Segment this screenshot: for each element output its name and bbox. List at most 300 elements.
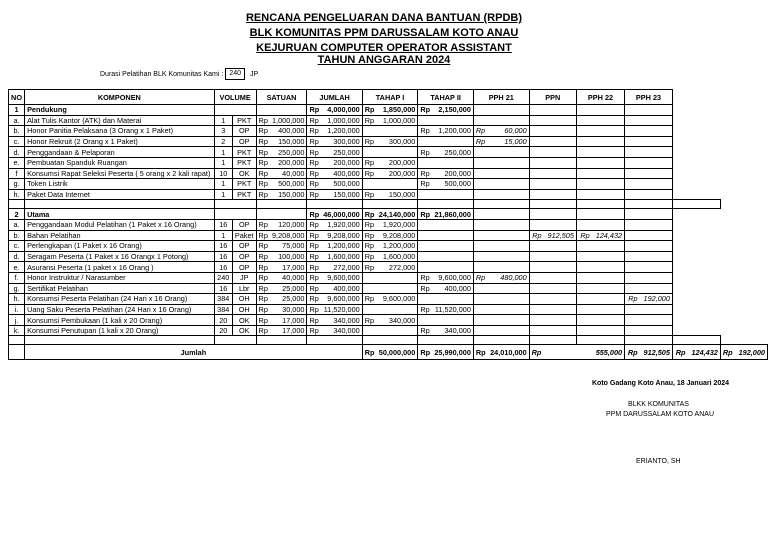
item-name: Paket Data Internet [25, 189, 215, 200]
item-ppn [529, 315, 576, 326]
col-ppn: PPN [529, 90, 576, 105]
item-volume: 16 [214, 283, 232, 294]
item-jumlah: 1,600,000 [321, 251, 362, 262]
item-no: k. [9, 325, 25, 336]
item-pph21-rp [473, 168, 487, 179]
total-pph22-value: 124,432 [691, 347, 718, 357]
table-cell [232, 200, 256, 209]
item-price: 150,000 [270, 189, 307, 200]
item-pph23 [625, 315, 673, 326]
item-pph21-rp: Rp [473, 126, 487, 137]
item-pph21-rp [473, 283, 487, 294]
item-price: 17,000 [270, 325, 307, 336]
item-unit: JP [232, 272, 256, 283]
item-jumlah: 400,000 [321, 168, 362, 179]
table-row [9, 136, 768, 147]
item-pph22-rp: Rp [580, 230, 590, 240]
item-pph21: 15,000 [488, 136, 529, 147]
item-tahap2 [432, 315, 473, 326]
table-cell [625, 200, 673, 209]
item-tahap1-rp: Rp [362, 136, 376, 147]
item-pph21-rp [473, 241, 487, 252]
table-cell [362, 200, 376, 209]
item-unit: Lbr [232, 283, 256, 294]
item-pph21-rp [473, 189, 487, 200]
item-price: 17,000 [270, 315, 307, 326]
table-row [9, 315, 768, 326]
item-pph23 [625, 219, 673, 230]
doc-subtitle-kejuruan: KEJURUAN COMPUTER OPERATOR ASSISTANT [256, 42, 512, 54]
item-jumlah: 250,000 [321, 147, 362, 158]
item-pph21-rp [473, 294, 487, 305]
item-tahap1-rp: Rp [362, 189, 376, 200]
item-ppn [529, 241, 576, 252]
item-pph22 [576, 136, 624, 147]
item-volume: 16 [214, 241, 232, 252]
item-pph21: 60,000 [488, 126, 529, 137]
item-pph22-value: 124,432 [595, 230, 623, 240]
item-price-rp: Rp [256, 251, 270, 262]
item-no: h. [9, 294, 25, 305]
item-name: Honor Panitia Pelaksana (3 Orang x 1 Paket) [25, 126, 215, 137]
item-pph23 [625, 251, 673, 262]
item-ppn [529, 251, 576, 262]
item-jumlah: 500,000 [321, 179, 362, 190]
table-cell [418, 200, 432, 209]
table-cell [625, 336, 673, 345]
item-tahap2 [432, 189, 473, 200]
item-jumlah-rp: Rp [307, 168, 321, 179]
table-row [9, 147, 768, 158]
item-ppn [529, 230, 576, 241]
item-tahap2-rp [418, 115, 432, 126]
item-price-rp: Rp [256, 189, 270, 200]
item-tahap2: 200,000 [432, 168, 473, 179]
durasi-value: 240 [225, 68, 245, 80]
item-price: 1,000,000 [270, 115, 307, 126]
item-no: e. [9, 157, 25, 168]
item-jumlah: 1,000,000 [321, 115, 362, 126]
item-price-rp: Rp [256, 219, 270, 230]
item-tahap2-rp: Rp [418, 147, 432, 158]
table-cell [9, 345, 25, 360]
item-jumlah-rp: Rp [307, 136, 321, 147]
item-pph22 [576, 126, 624, 137]
item-unit: OH [232, 304, 256, 315]
item-pph23 [625, 157, 673, 168]
table-row [9, 219, 768, 230]
item-unit: PKT [232, 157, 256, 168]
item-pph21 [488, 304, 529, 315]
table-row [9, 251, 768, 262]
item-tahap1-rp [362, 272, 376, 283]
item-jumlah-rp: Rp [307, 126, 321, 137]
item-pph22 [576, 219, 624, 230]
item-tahap1-rp: Rp [362, 168, 376, 179]
item-price-rp: Rp [256, 241, 270, 252]
total-pph21-rp: Rp [529, 345, 576, 360]
item-tahap2 [432, 251, 473, 262]
item-tahap1-rp [362, 147, 376, 158]
item-pph22 [576, 251, 624, 262]
item-pph22 [576, 325, 624, 336]
item-unit: OP [232, 219, 256, 230]
item-pph23 [625, 136, 673, 147]
item-jumlah-rp: Rp [307, 272, 321, 283]
item-no: c. [9, 241, 25, 252]
item-name: Alat Tulis Kantor (ATK) dan Materai [25, 115, 215, 126]
table-row [9, 262, 768, 273]
item-tahap1: 272,000 [376, 262, 417, 273]
item-price: 25,000 [270, 283, 307, 294]
item-tahap1: 1,200,000 [376, 241, 417, 252]
item-tahap1: 1,600,000 [376, 251, 417, 262]
item-tahap1: 200,000 [376, 168, 417, 179]
table-cell [625, 105, 673, 116]
item-unit: OP [232, 126, 256, 137]
item-tahap2-rp: Rp [418, 179, 432, 190]
item-pph21-rp [473, 325, 487, 336]
item-pph23 [625, 294, 673, 305]
item-name: Konsumsi Peserta Pelatihan (24 Hari x 16 Orang) [25, 294, 215, 305]
item-volume: 1 [214, 157, 232, 168]
item-tahap2 [432, 157, 473, 168]
item-jumlah: 200,000 [321, 157, 362, 168]
item-ppn [529, 157, 576, 168]
section-jumlah-rp: Rp [307, 209, 321, 220]
item-tahap2-rp: Rp [418, 325, 432, 336]
item-pph21 [488, 315, 529, 326]
section-jumlah: 4,000,000 [321, 105, 362, 116]
item-tahap2 [432, 136, 473, 147]
table-cell [256, 209, 270, 220]
item-no: f. [9, 272, 25, 283]
item-tahap2: 340,000 [432, 325, 473, 336]
item-no: e. [9, 262, 25, 273]
item-tahap1 [376, 272, 417, 283]
item-pph23 [625, 241, 673, 252]
item-name: Konsumsi Rapat Seleksi Peserta ( 5 orang x 2 kali rapat) [25, 168, 215, 179]
item-price: 40,000 [270, 272, 307, 283]
item-ppn-value: 912,505 [547, 230, 574, 240]
item-ppn [529, 219, 576, 230]
item-volume: 384 [214, 294, 232, 305]
item-unit: Paket [232, 230, 256, 241]
section-tahap2: 2,150,000 [432, 105, 473, 116]
table-cell [576, 105, 624, 116]
item-jumlah: 150,000 [321, 189, 362, 200]
col-no: NO [9, 90, 25, 105]
total-tahap1: 25,990,000 [432, 345, 473, 360]
item-pph22 [576, 230, 624, 241]
total-pph22-rp: Rp [675, 347, 686, 357]
item-tahap2-rp: Rp [418, 304, 432, 315]
item-price: 9,208,000 [270, 230, 307, 241]
table-cell [270, 105, 307, 116]
item-price-rp: Rp [256, 179, 270, 190]
item-name: Pembuatan Spanduk Ruangan [25, 157, 215, 168]
total-tahap2-rp: Rp [473, 345, 487, 360]
item-jumlah: 1,200,000 [321, 241, 362, 252]
item-pph21-rp: Rp [473, 272, 487, 283]
item-jumlah-rp: Rp [307, 219, 321, 230]
item-no: a. [9, 115, 25, 126]
item-volume: 1 [214, 147, 232, 158]
item-name: Penggandaan & Pelaporan [25, 147, 215, 158]
item-pph23 [625, 283, 673, 294]
item-pph23 [625, 168, 673, 179]
item-price-rp: Rp [256, 157, 270, 168]
item-tahap1: 1,000,000 [376, 115, 417, 126]
table-cell [270, 336, 307, 345]
table-row [9, 241, 768, 252]
item-jumlah-rp: Rp [307, 147, 321, 158]
item-tahap1-rp: Rp [362, 230, 376, 241]
col-pph23: PPH 23 [625, 90, 673, 105]
item-unit: PKT [232, 189, 256, 200]
org-line-1: BLKK KOMUNITAS [628, 401, 689, 408]
total-pph23 [720, 345, 767, 360]
table-cell [256, 200, 270, 209]
item-price-rp: Rp [256, 283, 270, 294]
item-jumlah-rp: Rp [307, 315, 321, 326]
item-no: a. [9, 219, 25, 230]
item-jumlah-rp: Rp [307, 262, 321, 273]
item-tahap2: 1,200,000 [432, 126, 473, 137]
item-tahap1: 340,000 [376, 315, 417, 326]
item-pph21 [488, 325, 529, 336]
section-tahap1-rp: Rp [362, 209, 376, 220]
item-no: j. [9, 315, 25, 326]
item-jumlah-rp: Rp [307, 241, 321, 252]
section-row [9, 209, 768, 220]
table-row [9, 115, 768, 126]
item-pph21 [488, 230, 529, 241]
item-tahap1: 9,600,000 [376, 294, 417, 305]
item-tahap2 [432, 241, 473, 252]
item-ppn [529, 283, 576, 294]
table-cell [214, 209, 232, 220]
item-volume: 2 [214, 136, 232, 147]
item-pph21-rp [473, 179, 487, 190]
table-cell [270, 200, 307, 209]
item-jumlah-rp: Rp [307, 283, 321, 294]
item-name: Konsumsi Penutupan (1 kali x 20 Orang) [25, 325, 215, 336]
table-cell [432, 336, 473, 345]
item-no: d. [9, 251, 25, 262]
item-pph21 [488, 241, 529, 252]
item-price-rp: Rp [256, 230, 270, 241]
item-tahap1-rp [362, 126, 376, 137]
item-tahap2-rp [418, 251, 432, 262]
item-unit: OK [232, 168, 256, 179]
item-pph21 [488, 168, 529, 179]
item-volume: 16 [214, 219, 232, 230]
table-cell [256, 336, 270, 345]
item-tahap1-rp: Rp [362, 115, 376, 126]
item-name: Sertifikat Pelatihan [25, 283, 215, 294]
table-cell [672, 336, 720, 345]
item-price-rp: Rp [256, 272, 270, 283]
table-cell [232, 105, 256, 116]
item-unit: OH [232, 294, 256, 305]
item-ppn [529, 304, 576, 315]
item-tahap1: 200,000 [376, 157, 417, 168]
table-cell [418, 336, 432, 345]
item-pph22 [576, 147, 624, 158]
item-tahap1: 9,208,000 [376, 230, 417, 241]
section-name: Utama [25, 209, 215, 220]
item-pph21-rp [473, 157, 487, 168]
item-pph23 [625, 230, 673, 241]
total-label: Jumlah [25, 345, 363, 360]
item-volume: 1 [214, 115, 232, 126]
table-row [9, 230, 768, 241]
item-pph23 [625, 126, 673, 137]
item-pph21-rp [473, 251, 487, 262]
item-pph22 [576, 315, 624, 326]
total-row [9, 345, 768, 360]
item-pph21-rp [473, 262, 487, 273]
item-tahap2: 500,000 [432, 179, 473, 190]
item-unit: OP [232, 251, 256, 262]
col-tahap1: TAHAP I [362, 90, 418, 105]
table-cell [625, 209, 673, 220]
table-row [9, 294, 768, 305]
item-ppn [529, 147, 576, 158]
item-name: Konsumsi Pembukaan (1 kali x 20 Orang) [25, 315, 215, 326]
item-tahap1 [376, 283, 417, 294]
item-name: Bahan Pelatihan [25, 230, 215, 241]
item-tahap2-rp [418, 262, 432, 273]
signer-name: ERIANTO, SH [636, 458, 681, 465]
table-cell [307, 336, 321, 345]
item-pph21 [488, 251, 529, 262]
section-jumlah-rp: Rp [307, 105, 321, 116]
item-pph21-rp [473, 230, 487, 241]
item-no: b. [9, 126, 25, 137]
table-cell [321, 200, 362, 209]
item-volume: 20 [214, 325, 232, 336]
spacer-row [9, 336, 768, 345]
item-tahap2-rp [418, 315, 432, 326]
item-pph21-rp: Rp [473, 136, 487, 147]
item-pph21 [488, 219, 529, 230]
doc-subtitle-org: BLK KOMUNITAS PPM DARUSSALAM KOTO ANAU [249, 27, 519, 39]
item-no: g. [9, 283, 25, 294]
item-name: Penggandaan Modul Pelatihan (1 Paket x 16 Orang) [25, 219, 215, 230]
item-jumlah: 9,600,000 [321, 272, 362, 283]
table-cell [232, 209, 256, 220]
item-tahap2-rp [418, 241, 432, 252]
item-unit: OK [232, 325, 256, 336]
item-price-rp: Rp [256, 262, 270, 273]
item-pph22 [576, 283, 624, 294]
table-cell [488, 200, 529, 209]
item-jumlah-rp: Rp [307, 325, 321, 336]
item-tahap2 [432, 294, 473, 305]
item-name: Token Listrik [25, 179, 215, 190]
item-tahap1: 150,000 [376, 189, 417, 200]
item-ppn [529, 126, 576, 137]
table-row [9, 179, 768, 190]
table-cell [214, 105, 232, 116]
table-cell [376, 200, 417, 209]
item-tahap1: 1,920,000 [376, 219, 417, 230]
total-pph21: 555,000 [576, 345, 624, 360]
item-pph23 [625, 325, 673, 336]
table-cell [214, 200, 232, 209]
item-jumlah-rp: Rp [307, 230, 321, 241]
section-tahap2-rp: Rp [418, 209, 432, 220]
table-row [9, 126, 768, 137]
item-pph23 [625, 147, 673, 158]
item-jumlah: 11,520,000 [321, 304, 362, 315]
item-jumlah: 9,600,000 [321, 294, 362, 305]
item-volume: 1 [214, 189, 232, 200]
item-pph21-rp [473, 115, 487, 126]
item-price-rp: Rp [256, 294, 270, 305]
item-tahap2-rp [418, 189, 432, 200]
table-cell [321, 336, 362, 345]
table-header-row [9, 90, 768, 105]
item-pph23 [625, 262, 673, 273]
item-tahap2: 9,600,000 [432, 272, 473, 283]
item-pph22 [576, 179, 624, 190]
item-price: 150,000 [270, 136, 307, 147]
item-tahap1 [376, 126, 417, 137]
item-tahap1-rp: Rp [362, 241, 376, 252]
table-cell [576, 336, 624, 345]
item-tahap1-rp: Rp [362, 262, 376, 273]
item-ppn [529, 325, 576, 336]
table-cell [9, 336, 25, 345]
item-jumlah: 400,000 [321, 283, 362, 294]
col-komponen: KOMPONEN [25, 90, 215, 105]
table-cell [473, 209, 487, 220]
table-row [9, 168, 768, 179]
item-tahap1-rp: Rp [362, 251, 376, 262]
total-ppn-rp: Rp [627, 347, 638, 357]
item-price: 250,000 [270, 147, 307, 158]
item-pph23 [625, 179, 673, 190]
total-pph23-rp: Rp [722, 347, 733, 357]
item-tahap2 [432, 219, 473, 230]
item-name: Perlengkapan (1 Paket x 16 Orang) [25, 241, 215, 252]
item-price: 100,000 [270, 251, 307, 262]
item-tahap2-rp [418, 219, 432, 230]
item-tahap1-rp [362, 325, 376, 336]
item-pph23 [625, 304, 673, 315]
section-tahap1-rp: Rp [362, 105, 376, 116]
item-tahap1-rp: Rp [362, 219, 376, 230]
item-tahap1-rp [362, 179, 376, 190]
item-price-rp: Rp [256, 147, 270, 158]
item-jumlah: 340,000 [321, 325, 362, 336]
item-unit: OP [232, 136, 256, 147]
section-tahap2: 21,860,000 [432, 209, 473, 220]
total-pph22 [672, 345, 720, 360]
table-cell [488, 336, 529, 345]
item-price-rp: Rp [256, 136, 270, 147]
table-row [9, 272, 768, 283]
item-tahap1-rp [362, 304, 376, 315]
col-volume: VOLUME [214, 90, 256, 105]
item-volume: 1 [214, 179, 232, 190]
item-tahap2-rp [418, 157, 432, 168]
durasi-label: Durasi Pelatihan BLK Komunitas Kami : [100, 70, 224, 78]
item-price-rp: Rp [256, 315, 270, 326]
